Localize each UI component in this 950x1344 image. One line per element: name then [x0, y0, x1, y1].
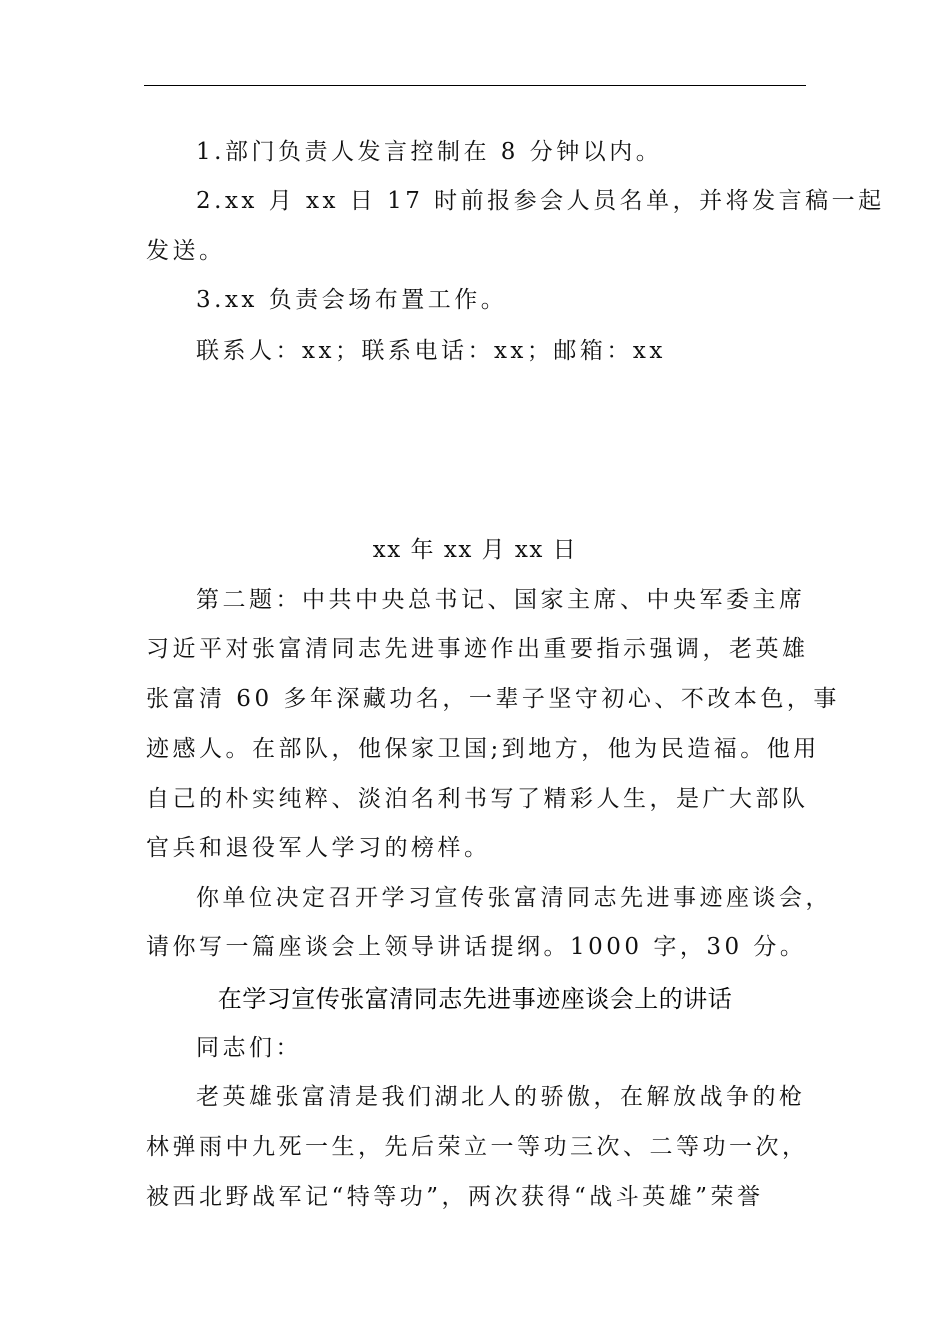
speech-line: 林弹雨中九死一生，先后荣立一等功三次、二等功一次，: [146, 1134, 809, 1160]
speech-salutation: 同志们：: [196, 1035, 302, 1061]
question-line: 自己的朴实纯粹、淡泊名利书写了精彩人生，是广大部队: [146, 786, 809, 812]
question-line: 第二题：中共中央总书记、国家主席、中央军委主席: [196, 587, 806, 613]
question-line: 习近平对张富清同志先进事迹作出重要指示强调，老英雄: [146, 636, 809, 662]
question-line: 官兵和退役军人学习的榜样。: [146, 835, 491, 861]
document-date: xx 年 xx 月 xx 日: [372, 537, 578, 563]
speech-title: 在学习宣传张富清同志先进事迹座谈会上的讲话: [217, 985, 733, 1013]
note-item-2: 2.xx 月 xx 日 17 时前报参会人员名单，并将发言稿一起: [196, 188, 885, 214]
note-item-1: 1.部门负责人发言控制在 8 分钟以内。: [196, 139, 663, 165]
note-item-2-continued: 发送。: [146, 238, 226, 264]
speech-line: 老英雄张富清是我们湖北人的骄傲，在解放战争的枪: [196, 1084, 806, 1110]
question-line: 迹感人。在部队，他保家卫国;到地方，他为民造福。他用: [146, 736, 820, 762]
header-rule: [144, 85, 806, 86]
contact-info: 联系人：xx；联系电话：xx；邮箱：xx: [196, 338, 666, 364]
question-line: 张富清 60 多年深藏功名，一辈子坚守初心、不改本色，事: [146, 686, 840, 712]
speech-line: 被西北野战军记“特等功”，两次获得“战斗英雄”荣誉: [146, 1184, 764, 1210]
note-item-3: 3.xx 负责会场布置工作。: [196, 287, 508, 313]
task-line: 请你写一篇座谈会上领导讲话提纲。1000 字，30 分。: [146, 934, 807, 960]
task-line: 你单位决定召开学习宣传张富清同志先进事迹座谈会，: [196, 885, 832, 911]
